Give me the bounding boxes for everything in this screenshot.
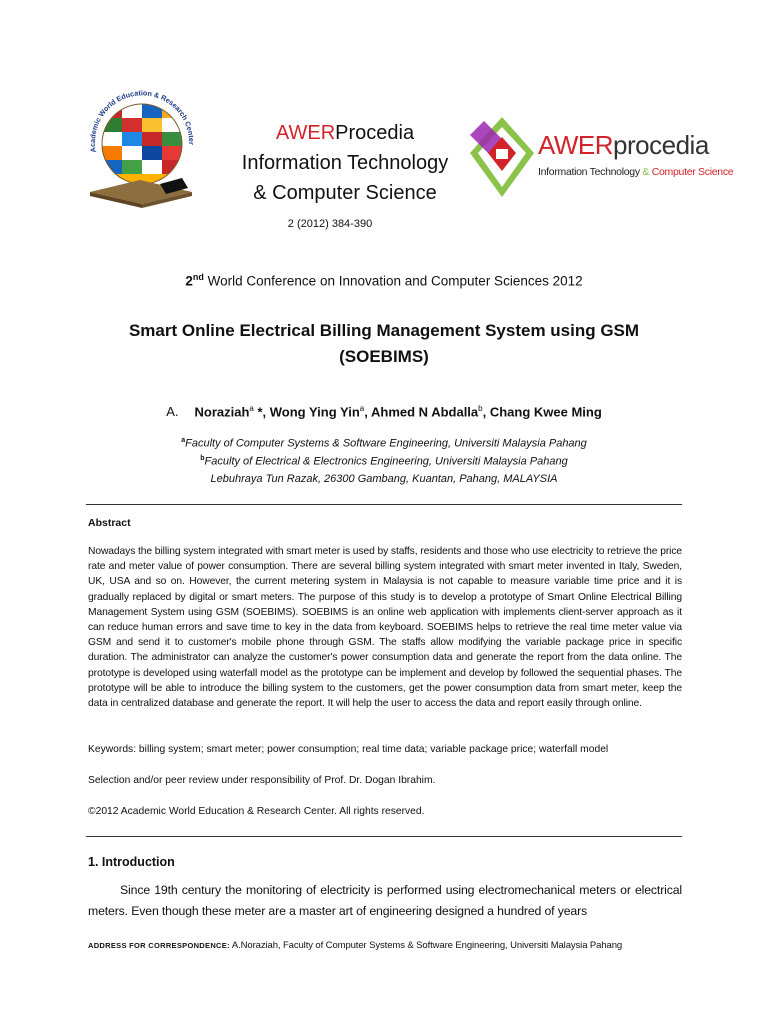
conference-line <box>0 272 768 289</box>
affiliation-a <box>0 437 768 450</box>
conference-ordinal-sup: nd <box>192 272 204 282</box>
journal-title-line3: & Computer Science <box>253 182 437 204</box>
diamond-emblem-icon <box>466 113 538 203</box>
awer-sub-part2: Computer Science <box>651 166 734 178</box>
copyright-note: ©2012 Academic World Education & Research Center. All rights reserved. <box>88 806 425 817</box>
journal-title <box>225 118 465 208</box>
introduction-heading: 1. Introduction <box>88 855 175 869</box>
paper-title-line2: (SOEBIMS) <box>339 347 429 366</box>
author-1: Noraziah <box>194 404 250 420</box>
affiliation-b <box>0 455 768 468</box>
journal-title-line2: Information Technology <box>241 152 449 174</box>
author-list <box>0 404 768 419</box>
volume-info: 2 (2012) 384-390 <box>287 218 373 230</box>
awer-logo-subtitle <box>538 166 733 178</box>
author-prefix: A. <box>166 404 179 420</box>
author-3-sup: b <box>478 404 483 413</box>
author-4: Chang Kwee Ming <box>489 404 602 420</box>
divider-bottom <box>86 836 682 837</box>
keywords: Keywords: billing system; smart meter; power consumption; real time data; variable package price; waterfall model <box>88 744 609 755</box>
journal-word: Procedia <box>335 122 415 144</box>
peer-review-note: Selection and/or peer review under responsibility of Prof. Dr. Dogan Ibrahim. <box>88 775 436 786</box>
conference-text: World Conference on Innovation and Computer Sciences 2012 <box>203 273 583 289</box>
affiliation-address: Lebuhraya Tun Razak, 26300 Gambang, Kuantan, Pahang, MALAYSIA <box>210 473 558 485</box>
affiliation-b-sup: b <box>200 455 205 462</box>
paper-title <box>60 318 708 370</box>
author-sep: , <box>364 404 371 420</box>
author-sep: , <box>482 404 490 420</box>
affiliation-b-text: Faculty of Electrical & Electronics Engineering, Universiti Malaysia Pahang <box>204 455 568 468</box>
logo-ring-text: Academic World Education & Research Center <box>87 88 197 154</box>
awer-sub-amp: & <box>639 166 652 178</box>
paper-title-line1: Smart Online Electrical Billing Management System using GSM <box>128 321 640 340</box>
author-2: Wong Ying Yin <box>269 404 360 420</box>
awer-procedia-logo <box>466 113 734 203</box>
correspondence-text: A.Noraziah, Faculty of Computer Systems & Software Engineering, Universiti Malaysia Pahang <box>229 940 623 951</box>
conference-ordinal: 2 <box>185 273 193 289</box>
author-1-sup: a <box>249 404 254 413</box>
author-2-sup: a <box>359 404 365 413</box>
journal-prefix: AWER <box>275 122 336 144</box>
divider-top <box>86 504 682 505</box>
author-1-mark: *, <box>253 404 270 420</box>
awer-sub-part1: Information Technology <box>538 166 640 178</box>
affiliation-a-text: Faculty of Computer Systems & Software Engineering, Universiti Malaysia Pahang <box>185 437 587 450</box>
abstract-heading: Abstract <box>88 517 131 529</box>
awer-logo-word <box>538 130 709 160</box>
journal-title-line1 <box>225 118 465 148</box>
correspondence-label: ADDRESS FOR CORRESPONDENCE: <box>88 941 230 950</box>
awer-logo-procedia: procedia <box>613 130 709 160</box>
academic-world-globe-logo <box>82 88 200 210</box>
affiliation-a-sup: a <box>181 437 186 444</box>
abstract-body: Nowadays the billing system integrated with smart meter is used by staffs, residents and those who use electricity to retrieve the price rate and meter value of power consumption. There are several billing system integrated with smart meter invented in Italy, Sweden, UK, USA and so on. However, the current metering system in Malaysia is not capable to measure variable time price and it is gradually replaced by digital or smart meters. The purpose of this study is to develop a prototype of Smart Online Electrical Billing Management System using GSM (SOEBIMS). SOEBIMS is an online web application with implements client-server approach as it can reduce human errors and save time to key in the data from keyboard. SOEBIMS helps to retrieve the real time meter value via GSM and send it to customer's mobile phone through GSM. The staffs allow modifying the variable package price in specific duration. The administrator can analyze the customer's power consumption data and generate the report from the data online. The prototype is developed using waterfall model as the prototype can be implement and develop by followed the sequential phases. The prototype will be able to introduce the billing system to the customers, get the power consumption data from smart meter, keep the data in centralized database and generate the report. It will help the user to access the data and report easily through online. <box>88 546 683 710</box>
awer-logo-prefix: AWER <box>538 130 614 160</box>
author-3: Ahmed N Abdalla <box>371 404 479 420</box>
correspondence-address <box>88 940 688 951</box>
introduction-body: Since 19th century the monitoring of electricity is performed using electromechanical meters or electrical meters. Even though these meter are a master art of engineering designed a hundred of years <box>88 883 682 918</box>
